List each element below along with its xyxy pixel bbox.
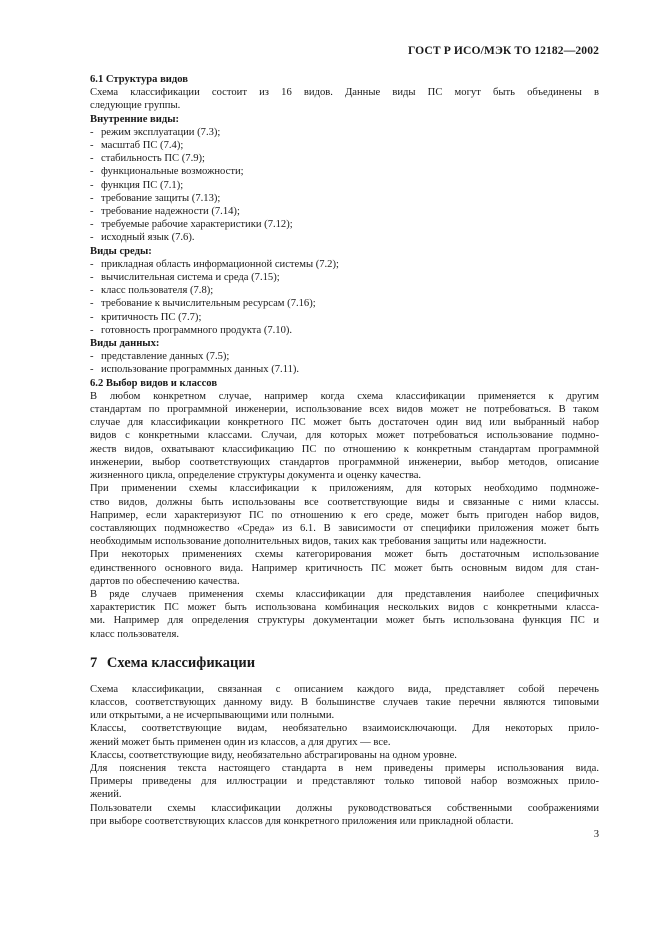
list-item-text: исходный язык (7.6). xyxy=(101,232,195,244)
text-line: ство видов, должны быть использованы все соответствующие виды и связанные с ними классы. xyxy=(90,496,599,508)
text-line: Классы, соответствующие виду, необязательно абстрагированы на одном уровне. xyxy=(90,749,457,761)
section-6-2-paragraph-1 xyxy=(90,390,599,482)
section-7-heading xyxy=(90,655,599,672)
text-line: Пользователи схемы классификации должны руководствоваться собственными соображениями xyxy=(90,802,599,814)
document-header: ГОСТ Р ИСО/МЭК ТО 12182—2002 xyxy=(407,44,599,57)
list-item-text: класс пользователя (7.8); xyxy=(101,285,214,297)
text-line: жеств видов, охватывают классификацию ПС по отношению к конкретным стандартам программной xyxy=(90,443,599,455)
text-line: Для пояснения текста настоящего стандарта в нем приведены примеры использования вида. xyxy=(90,762,599,774)
list-item xyxy=(90,218,599,231)
text-line: характеристик ПС может быть использована комбинация нескольких видов с конкретными класса- xyxy=(90,602,599,614)
dash-marker: - xyxy=(90,126,94,138)
text-line: случае для классификации конкретного ПС может быть достаточен один вид или выбранный набор xyxy=(90,417,599,429)
text-line: или открытыми, а не исчерпывающими или полными. xyxy=(90,710,335,722)
section-7-paragraph-5 xyxy=(90,802,599,828)
internal-types-heading: Внутренние виды: xyxy=(90,113,180,125)
section-7-title: Схема классификации xyxy=(106,654,256,671)
list-item xyxy=(90,205,599,218)
section-6-2-heading: 6.2 Выбор видов и классов xyxy=(90,377,218,389)
list-item-text: требование к вычислительным ресурсам (7.16); xyxy=(101,298,316,310)
dash-marker: - xyxy=(90,298,94,310)
section-7-paragraph-4 xyxy=(90,762,599,802)
text-line: Примеры приведены для иллюстрации и представляют только типовой набор возможных прило- xyxy=(90,776,599,788)
list-item-text: стабильность ПС (7.9); xyxy=(101,153,205,165)
text-line: Например, если характеризуют ПС по отношению к его среде, может быть пригоден набор видов, xyxy=(90,509,599,521)
text-line: жизненного цикла, определение структуры документа и оценку качества. xyxy=(90,470,422,482)
section-7-paragraph-1 xyxy=(90,683,599,723)
dash-marker: - xyxy=(90,324,94,336)
list-item-text: требование надежности (7.14); xyxy=(101,206,240,218)
list-item-text: функция ПС (7.1); xyxy=(101,179,184,191)
dash-marker: - xyxy=(90,219,94,231)
dash-marker: - xyxy=(90,351,94,363)
data-types-heading: Виды данных: xyxy=(90,338,160,350)
list-item xyxy=(90,231,599,244)
list-item-text: вычислительная система и среда (7.15); xyxy=(101,272,280,284)
list-item-text: режим эксплуатации (7.3); xyxy=(101,126,221,138)
dash-marker: - xyxy=(90,140,94,152)
text-line: жений. xyxy=(90,789,122,801)
list-item-text: представление данных (7.5); xyxy=(101,351,230,363)
list-item-text: масштаб ПС (7.4); xyxy=(101,140,184,152)
environment-types-heading: Виды среды: xyxy=(90,245,152,257)
list-item xyxy=(90,297,599,310)
text-line: При некоторых применениях схемы категорирования может быть достаточным использование xyxy=(90,549,599,561)
data-types-list xyxy=(90,350,599,376)
list-item-text: готовность программного продукта (7.10). xyxy=(101,324,293,336)
list-item xyxy=(90,126,599,139)
text-line: Схема классификации состоит из 16 видов. Данные виды ПС могут быть объединены в xyxy=(90,87,599,99)
dash-marker: - xyxy=(90,364,94,376)
text-line: необходимым использование дополнительных видов, таких как требования защиты или надежности. xyxy=(90,536,547,548)
section-6-2-paragraph-4 xyxy=(90,588,599,641)
dash-marker: - xyxy=(90,166,94,178)
section-6-2-paragraph-3 xyxy=(90,548,599,588)
section-7-number: 7 xyxy=(90,654,98,671)
text-line: В ряде случаев применения схемы классификации для представления наиболее специфичных xyxy=(90,588,599,600)
text-line: при выборе соответствующих классов для конкретного приложения или прикладной области. xyxy=(90,815,514,827)
dash-marker: - xyxy=(90,153,94,165)
text-line: дартов по обеспечению качества. xyxy=(90,575,240,587)
list-item-text: использование программных данных (7.11). xyxy=(101,364,300,376)
dash-marker: - xyxy=(90,232,94,244)
dash-marker: - xyxy=(90,192,94,204)
list-item xyxy=(90,363,599,376)
section-6-1-heading: 6.1 Структура видов xyxy=(90,74,189,85)
text-line: следующие группы. xyxy=(90,100,181,112)
dash-marker: - xyxy=(90,258,94,270)
section-6-1-intro xyxy=(90,86,599,112)
list-item xyxy=(90,179,599,192)
section-7-paragraph-2 xyxy=(90,722,599,748)
text-line: В любом конкретном случае, например когда схема классификации применяется к другим xyxy=(90,390,599,402)
list-item xyxy=(90,271,599,284)
list-item-text: критичность ПС (7.7); xyxy=(101,311,202,323)
list-item xyxy=(90,350,599,363)
dash-marker: - xyxy=(90,272,94,284)
dash-marker: - xyxy=(90,311,94,323)
list-item-text: требуемые рабочие характеристики (7.12); xyxy=(101,219,293,231)
list-item-text: требование защиты (7.13); xyxy=(101,192,221,204)
list-item-text: функциональные возможности; xyxy=(101,166,244,178)
dash-marker: - xyxy=(90,206,94,218)
section-7-paragraph-3 xyxy=(90,749,599,762)
dash-marker: - xyxy=(90,285,94,297)
page-number: 3 xyxy=(593,829,599,840)
text-line: единственного основного вида. Например критичность ПС может быть основным видом для стан- xyxy=(90,562,599,574)
text-line: жений может быть применен один из классов, а для других — все. xyxy=(90,736,391,748)
text-line: инженерии, выбор соответствующих стандартов программной инженерии, выбор методов, описание xyxy=(90,456,599,468)
text-line: стандартам по программной инженерии, использование всех видов может не потребоваться. В таком xyxy=(90,404,599,416)
list-item xyxy=(90,311,599,324)
list-item xyxy=(90,324,599,337)
list-item-text: прикладная область информационной системы (7.2); xyxy=(101,258,339,270)
text-line: При применении схемы классификации к приложениям, для которых необходимо подмноже- xyxy=(90,483,599,495)
list-item xyxy=(90,258,599,271)
text-line: составляющих подмножество «Среда» из 6.1. В зависимости от специфики приложения может быть xyxy=(90,522,599,534)
list-item xyxy=(90,192,599,205)
document-body xyxy=(90,73,599,828)
text-line: класс пользователя. xyxy=(90,628,179,640)
section-6-2-paragraph-2 xyxy=(90,482,599,548)
list-item xyxy=(90,165,599,178)
text-line: классов, соответствующих данному виду. В большинстве случаев такие перечни являются типовыми xyxy=(90,696,599,708)
list-item xyxy=(90,152,599,165)
internal-types-list xyxy=(90,126,599,245)
text-line: ми. Например для определения структуры документации может быть использована функция ПС и xyxy=(90,615,599,627)
text-line: Классы, соответствующие видам, необязательно взаимоисключающи. Для некоторых прило- xyxy=(90,723,599,735)
list-item xyxy=(90,139,599,152)
list-item xyxy=(90,284,599,297)
text-line: Схема классификации, связанная с описанием каждого вида, представляет собой перечень xyxy=(90,683,599,695)
text-line: видов с конкретными классами. Случаи, для которых может потребоваться использование подмно- xyxy=(90,430,599,442)
environment-types-list xyxy=(90,258,599,337)
dash-marker: - xyxy=(90,179,94,191)
